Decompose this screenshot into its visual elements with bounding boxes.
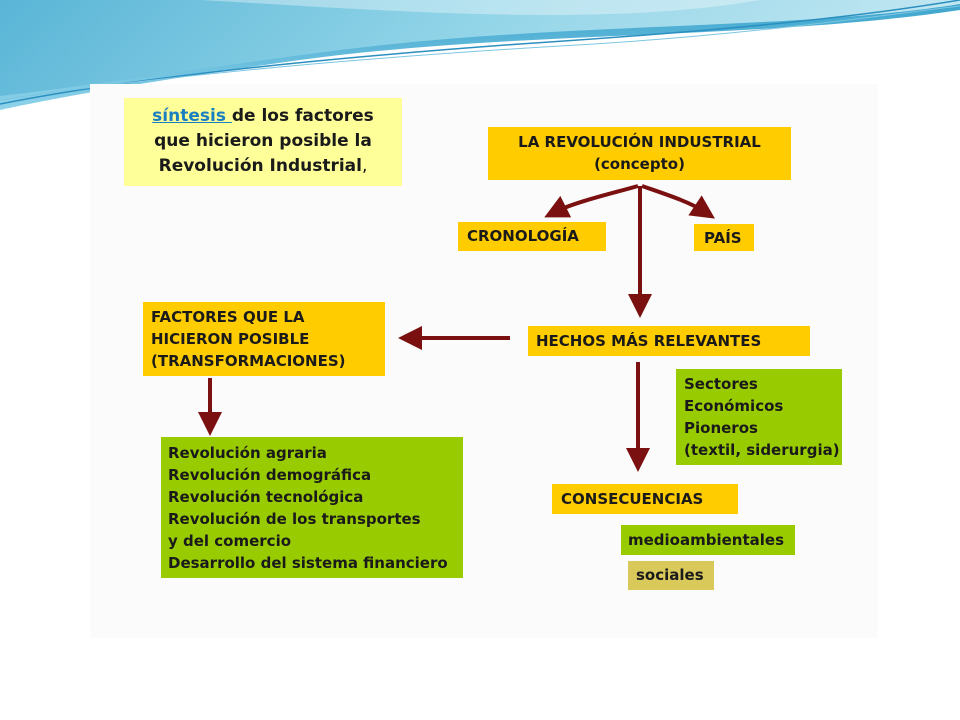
concept-title: LA REVOLUCIÓN INDUSTRIAL bbox=[518, 133, 761, 151]
environmental-label: medioambientales bbox=[628, 531, 785, 549]
revolution-item-3: Revolución tecnológica bbox=[168, 488, 364, 506]
concept-subtitle: (concepto) bbox=[594, 155, 685, 173]
revolution-item-5: y del comercio bbox=[168, 532, 292, 550]
concept-box bbox=[488, 127, 791, 180]
summary-link[interactable]: síntesis bbox=[152, 106, 232, 126]
revolutions-box bbox=[161, 437, 463, 578]
sectors-line-4: (textil, siderurgia) bbox=[684, 441, 840, 459]
factors-line-3: (TRANSFORMACIONES) bbox=[151, 352, 346, 370]
key-facts-box bbox=[528, 326, 810, 356]
revolution-item-4: Revolución de los transportes bbox=[168, 510, 421, 528]
chronology-label: CRONOLOGÍA bbox=[467, 227, 579, 245]
chronology-box bbox=[458, 222, 606, 251]
consequences-box bbox=[552, 484, 738, 514]
factors-line-2: HICIERON POSIBLE bbox=[151, 330, 310, 348]
factors-line-1: FACTORES QUE LA bbox=[151, 308, 305, 326]
revolution-item-6: Desarrollo del sistema financiero bbox=[168, 554, 448, 572]
key-facts-label: HECHOS MÁS RELEVANTES bbox=[536, 332, 762, 350]
sectors-box bbox=[676, 369, 842, 465]
environmental-box bbox=[621, 525, 795, 555]
country-label: PAÍS bbox=[704, 229, 742, 247]
revolution-item-2: Revolución demográfica bbox=[168, 466, 372, 484]
factors-box bbox=[143, 302, 385, 376]
revolution-item-1: Revolución agraria bbox=[168, 444, 327, 462]
summary-line1: de los factores bbox=[231, 106, 374, 126]
consequences-label: CONSECUENCIAS bbox=[561, 490, 704, 508]
summary-note bbox=[124, 98, 402, 186]
sectors-line-2: Económicos bbox=[684, 397, 784, 415]
country-box bbox=[694, 224, 754, 251]
summary-line3: Revolución Industrial bbox=[158, 156, 362, 176]
summary-line2: que hicieron posible la bbox=[154, 131, 372, 151]
sectors-line-1: Sectores bbox=[684, 375, 758, 393]
summary-line3-suffix: , bbox=[361, 156, 368, 176]
social-box bbox=[628, 561, 714, 590]
sectors-line-3: Pioneros bbox=[684, 419, 758, 437]
social-label: sociales bbox=[636, 566, 704, 584]
